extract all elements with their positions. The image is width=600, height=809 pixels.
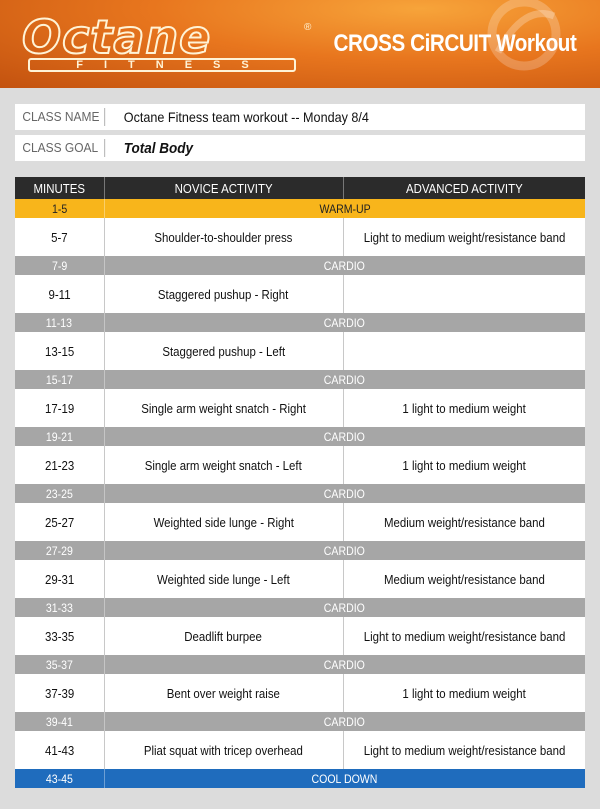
brand-name: Octane bbox=[22, 10, 212, 64]
workout-title: CROSS CiRCUIT Workout bbox=[333, 30, 576, 57]
activity-row bbox=[15, 275, 585, 313]
minutes-cell: 7-9 bbox=[15, 256, 104, 275]
cardio-row bbox=[15, 256, 585, 275]
segment-label-cell: CARDIO bbox=[104, 427, 585, 446]
advanced-activity-cell: Light to medium weight/resistance band bbox=[343, 617, 585, 655]
header-minutes: MINUTES bbox=[15, 177, 104, 199]
class-goal-label: CLASS GOAL bbox=[15, 139, 105, 157]
header-banner bbox=[0, 0, 600, 88]
minutes-cell: 17-19 bbox=[15, 389, 104, 427]
minutes-cell: 29-31 bbox=[15, 560, 104, 598]
advanced-activity-cell: Light to medium weight/resistance band bbox=[343, 218, 585, 256]
segment-label-cell: CARDIO bbox=[104, 256, 585, 275]
minutes-cell: 1-5 bbox=[15, 199, 104, 218]
schedule-header-row bbox=[15, 177, 585, 199]
minutes-cell: 27-29 bbox=[15, 541, 104, 560]
activity-row bbox=[15, 503, 585, 541]
advanced-activity-cell: Medium weight/resistance band bbox=[343, 503, 585, 541]
cardio-row bbox=[15, 712, 585, 731]
activity-row bbox=[15, 389, 585, 427]
class-goal-value: Total Body bbox=[123, 139, 194, 157]
activity-row bbox=[15, 560, 585, 598]
minutes-cell: 13-15 bbox=[15, 332, 104, 370]
segment-label-cell: CARDIO bbox=[104, 598, 585, 617]
advanced-activity-cell bbox=[343, 275, 585, 313]
advanced-activity-cell: Light to medium weight/resistance band bbox=[343, 731, 585, 769]
segment-label-cell: CARDIO bbox=[104, 712, 585, 731]
novice-activity-cell: Weighted side lunge - Left bbox=[104, 560, 343, 598]
novice-activity-cell: Staggered pushup - Right bbox=[104, 275, 343, 313]
minutes-cell: 5-7 bbox=[15, 218, 104, 256]
minutes-cell: 23-25 bbox=[15, 484, 104, 503]
novice-activity-cell: Weighted side lunge - Right bbox=[104, 503, 343, 541]
minutes-cell: 41-43 bbox=[15, 731, 104, 769]
advanced-activity-cell bbox=[343, 332, 585, 370]
cardio-row bbox=[15, 484, 585, 503]
minutes-cell: 21-23 bbox=[15, 446, 104, 484]
novice-activity-cell: Bent over weight raise bbox=[104, 674, 343, 712]
segment-label-cell: COOL DOWN bbox=[104, 769, 585, 788]
novice-activity-cell: Deadlift burpee bbox=[104, 617, 343, 655]
activity-row bbox=[15, 446, 585, 484]
schedule-body bbox=[15, 199, 585, 788]
class-name-row bbox=[15, 104, 585, 130]
minutes-cell: 39-41 bbox=[15, 712, 104, 731]
warm-up-row bbox=[15, 199, 585, 218]
schedule-table bbox=[15, 177, 585, 788]
header-advanced: ADVANCED ACTIVITY bbox=[343, 177, 585, 199]
segment-label-cell: CARDIO bbox=[104, 313, 585, 332]
minutes-cell: 43-45 bbox=[15, 769, 104, 788]
header-novice: NOVICE ACTIVITY bbox=[104, 177, 343, 199]
segment-label-cell: CARDIO bbox=[104, 370, 585, 389]
segment-label-cell: CARDIO bbox=[104, 655, 585, 674]
novice-activity-cell: Staggered pushup - Left bbox=[104, 332, 343, 370]
segment-label-cell: WARM-UP bbox=[104, 199, 585, 218]
activity-row bbox=[15, 218, 585, 256]
advanced-activity-cell: 1 light to medium weight bbox=[343, 674, 585, 712]
minutes-cell: 15-17 bbox=[15, 370, 104, 389]
advanced-activity-cell: Medium weight/resistance band bbox=[343, 560, 585, 598]
minutes-cell: 11-13 bbox=[15, 313, 104, 332]
cardio-row bbox=[15, 370, 585, 389]
cardio-row bbox=[15, 313, 585, 332]
minutes-cell: 35-37 bbox=[15, 655, 104, 674]
minutes-cell: 33-35 bbox=[15, 617, 104, 655]
minutes-cell: 25-27 bbox=[15, 503, 104, 541]
novice-activity-cell: Single arm weight snatch - Left bbox=[104, 446, 343, 484]
cool-down-row bbox=[15, 769, 585, 788]
cardio-row bbox=[15, 541, 585, 560]
registered-mark: ® bbox=[304, 22, 312, 33]
class-name-value: Octane Fitness team workout -- Monday 8/4 bbox=[123, 109, 369, 125]
minutes-cell: 31-33 bbox=[15, 598, 104, 617]
activity-row bbox=[15, 674, 585, 712]
advanced-activity-cell: 1 light to medium weight bbox=[343, 389, 585, 427]
minutes-cell: 19-21 bbox=[15, 427, 104, 446]
activity-row bbox=[15, 332, 585, 370]
class-goal-row bbox=[15, 135, 585, 161]
segment-label-cell: CARDIO bbox=[104, 484, 585, 503]
activity-row bbox=[15, 731, 585, 769]
cardio-row bbox=[15, 598, 585, 617]
activity-row bbox=[15, 617, 585, 655]
cardio-row bbox=[15, 427, 585, 446]
cardio-row bbox=[15, 655, 585, 674]
brand-logo bbox=[22, 10, 312, 74]
class-name-label: CLASS NAME bbox=[15, 108, 105, 126]
advanced-activity-cell: 1 light to medium weight bbox=[343, 446, 585, 484]
minutes-cell: 9-11 bbox=[15, 275, 104, 313]
segment-label-cell: CARDIO bbox=[104, 541, 585, 560]
novice-activity-cell: Single arm weight snatch - Right bbox=[104, 389, 343, 427]
minutes-cell: 37-39 bbox=[15, 674, 104, 712]
novice-activity-cell: Pliat squat with tricep overhead bbox=[104, 731, 343, 769]
novice-activity-cell: Shoulder-to-shoulder press bbox=[104, 218, 343, 256]
brand-sub: FITNESS bbox=[76, 59, 270, 71]
